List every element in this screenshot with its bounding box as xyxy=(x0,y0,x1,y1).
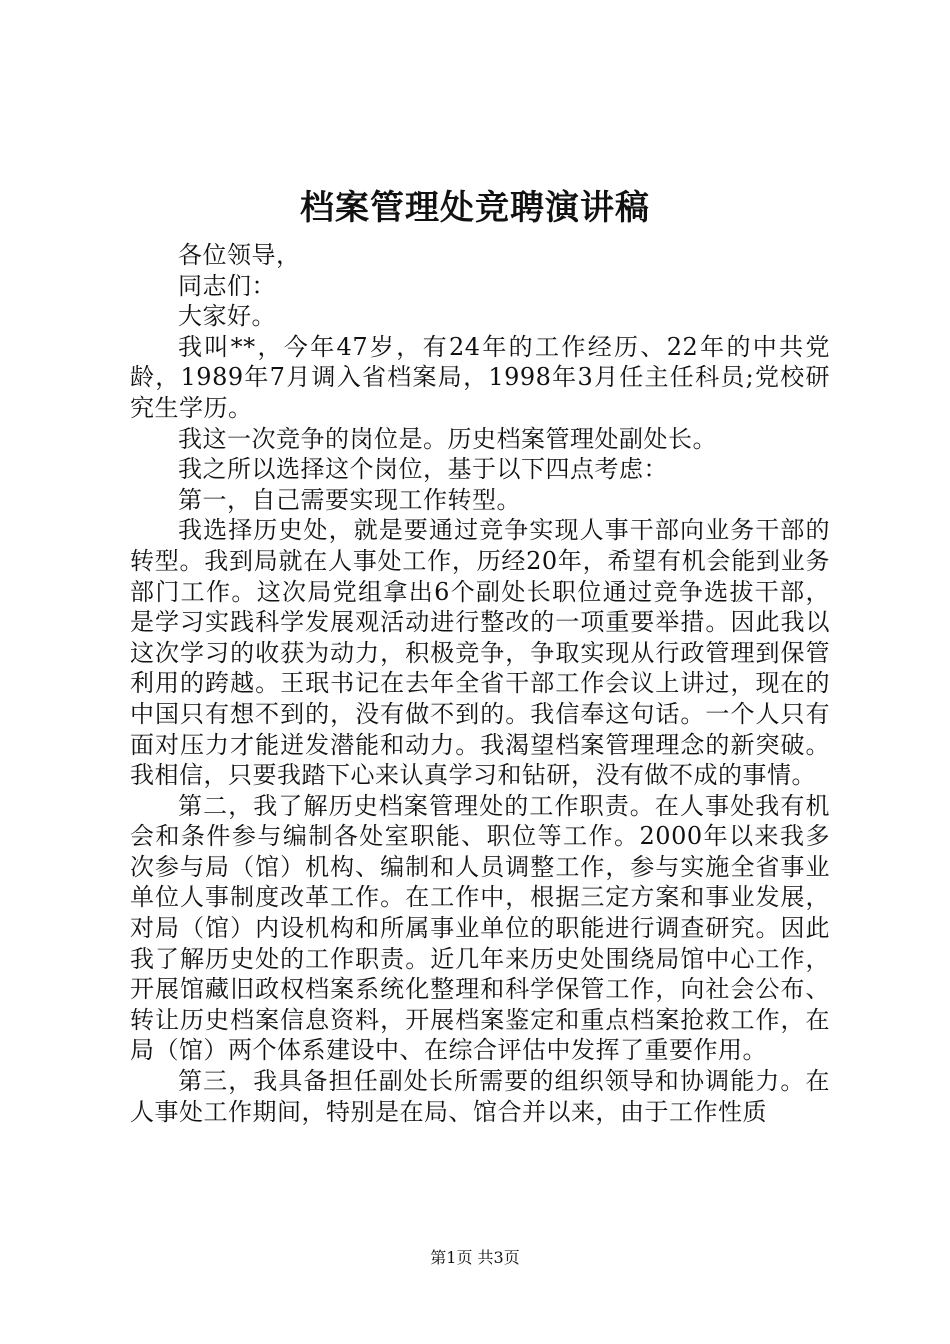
paragraph-reason-two: 第二，我了解历史档案管理处的工作职责。在人事处我有机会和条件参与编制各处室职能、职位等工作。2000年以来我多次参与局（馆）机构、编制和人员调整工作，参与实施全省事业单位人事制度改革工作。在工作中，根据三定方案和事业发展，对局（馆）内设机构和所属事业单位的职能进行调查研究。因此我了解历史处的工作职责。近几年来历史处围绕局馆中心工作，开展馆藏旧政权档案系统化整理和科学保管工作，向社会公布、转让历史档案信息资料，开展档案鉴定和重点档案抢救工作，在局（馆）两个体系建设中、在综合评估中发挥了重要作用。 xyxy=(130,791,830,1065)
document-body xyxy=(130,240,830,1127)
paragraph-reasons-intro: 我之所以选择这个岗位，基于以下四点考虑： xyxy=(178,455,668,484)
page-number-footer: 第1页 共3页 xyxy=(430,1248,520,1267)
paragraph-reason-one-heading: 第一，自己需要实现工作转型。 xyxy=(178,485,521,514)
paragraph-reason-one-body: 我选择历史处，就是要通过竞争实现人事干部向业务干部的转型。我到局就在人事处工作，历经20年，希望有机会能到业务部门工作。这次局党组拿出6个副处长职位通过竞争选拔干部，是学习实践科学发展观活动进行整改的一项重要举措。因此我以这次学习的收获为动力，积极竞争，争取实现从行政管理到保管利用的跨越。王珉书记在去年全省干部工作会议上讲过，现在的中国只有想不到的，没有做不到的。我信奉这句话。一个人只有面对压力才能迸发潜能和动力。我渴望档案管理理念的新突破。我相信，只要我踏下心来认真学习和钻研，没有做不成的事情。 xyxy=(130,516,830,790)
paragraph-salutation-leaders: 各位领导， xyxy=(178,241,301,269)
paragraph-self-introduction: 我叫**，今年47岁，有24年的工作经历、22年的中共党龄，1989年7月调入省档案局，1998年3月任主任科员;党校研究生学历。 xyxy=(130,332,830,422)
paragraph-reason-three: 第三，我具备担任副处长所需要的组织领导和协调能力。在人事处工作期间，特别是在局、馆合并以来，由于工作性质 xyxy=(130,1067,830,1126)
paragraph-salutation-comrades: 同志们： xyxy=(178,271,276,300)
paragraph-position: 我这一次竞争的岗位是。历史档案管理处副处长。 xyxy=(178,424,717,453)
document-title: 档案管理处竞聘演讲稿 xyxy=(300,188,650,228)
paragraph-greeting: 大家好。 xyxy=(178,302,276,331)
